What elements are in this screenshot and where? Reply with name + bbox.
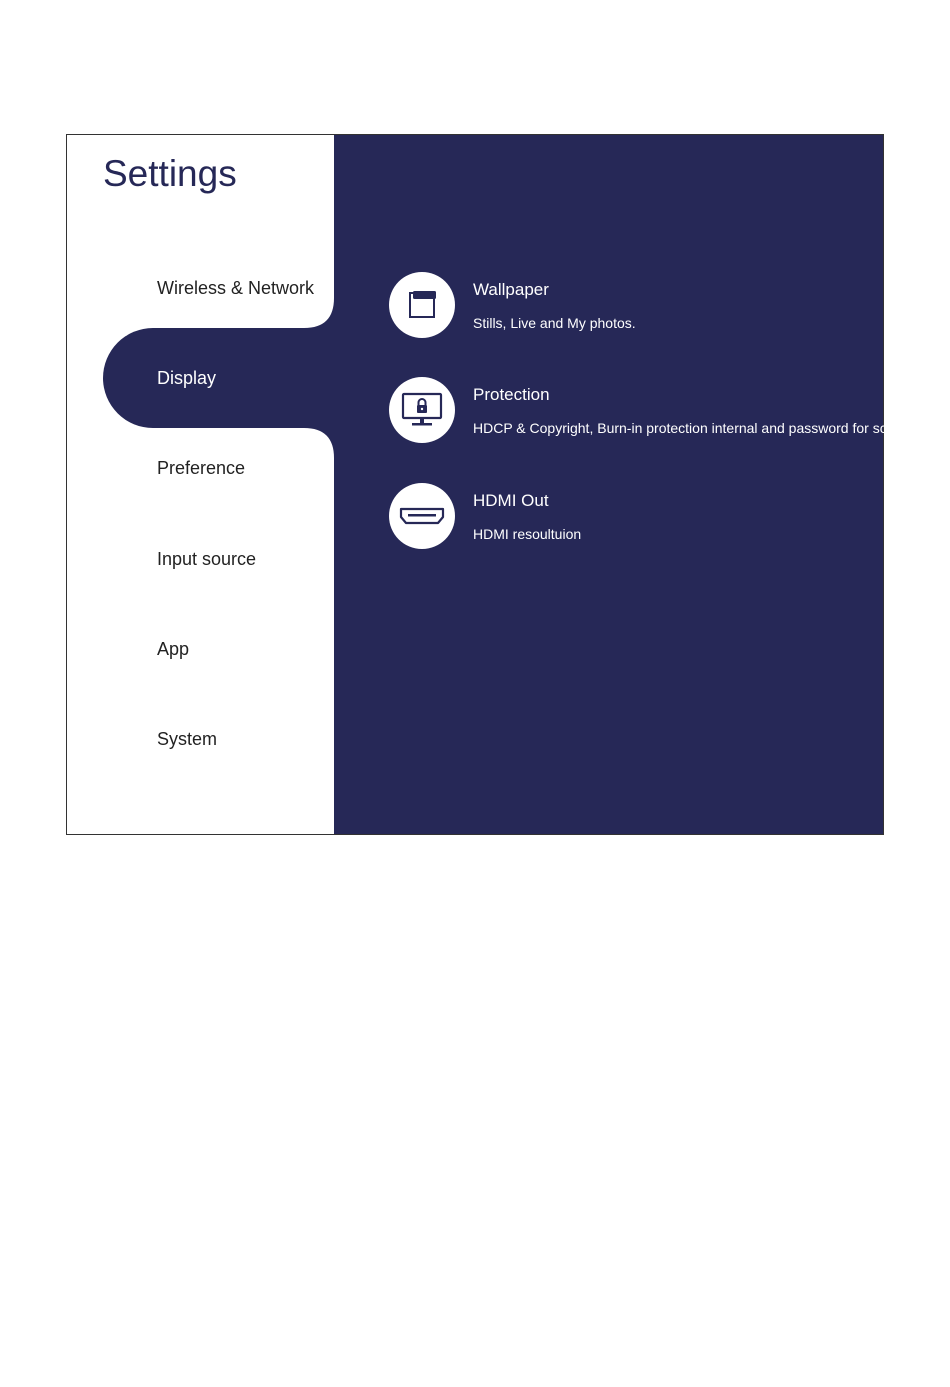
sidebar [67,135,334,834]
hdmi-port-icon [389,483,455,549]
nav-active-corner-bottom [304,428,334,458]
sidebar-item-preference[interactable]: Preference [157,458,246,478]
sidebar-item-display[interactable]: Display [157,368,217,388]
nav-active-corner-top [304,298,334,328]
hdmi-out-title: HDMI Out [473,491,549,510]
wallpaper-description: Stills, Live and My photos. [473,315,636,331]
protection-title: Protection [473,385,550,404]
sidebar-item-system[interactable]: System [157,729,218,749]
protection-description: HDCP & Copyright, Burn-in protection internal and password for screen lock. [473,420,948,436]
sidebar-item-input-source[interactable]: Input source [157,549,257,569]
hdmi-out-description: HDMI resoultuion [473,526,582,542]
wallpaper-icon [389,272,455,338]
sidebar-item-app[interactable]: App [157,639,190,659]
monitor-lock-icon [389,377,455,443]
page-title: Settings [103,153,237,194]
wallpaper-title: Wallpaper [473,280,549,299]
settings-window [66,134,948,835]
display-settings-panel [334,135,948,834]
sidebar-item-wireless-network[interactable]: Wireless & Network [157,278,315,298]
